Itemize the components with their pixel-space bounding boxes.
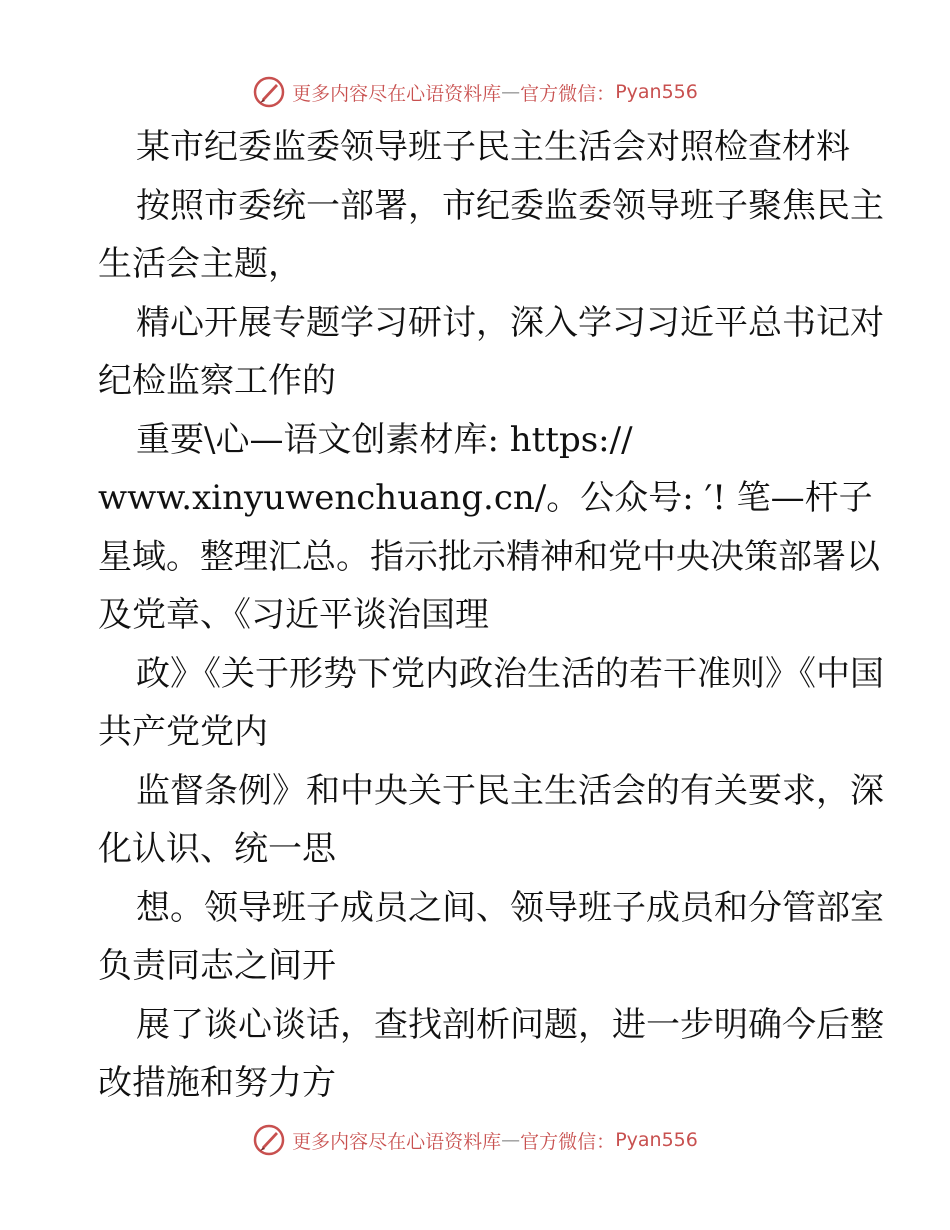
paragraph-4: www.xinyuwenchuang.cn/。公众号: ′! 笔—杆子星域。整理汇总。指示批示精神和党中央决策部署以及党章、《习近平谈治国理 bbox=[98, 478, 880, 635]
quill-logo-icon bbox=[252, 1123, 286, 1157]
banner-wechat-label: 官方微信： bbox=[520, 82, 616, 105]
banner-text: 更多内容尽在心语资料库 bbox=[292, 1130, 502, 1153]
paragraph-2: 精心开展专题学习研讨，深入学习习近平总书记对纪检监察工作的 bbox=[98, 302, 884, 401]
banner-separator: — bbox=[501, 1129, 521, 1151]
paragraph-3: 重要\心—语文创素材库: https:// bbox=[136, 419, 633, 460]
paragraph-8: 展了谈心谈话，查找剖析问题，进一步明确今后整改措施和努力方 bbox=[98, 1004, 884, 1103]
header-banner bbox=[0, 72, 950, 112]
document-body bbox=[98, 118, 888, 1113]
banner-wechat-label: 官方微信： bbox=[520, 1130, 616, 1153]
paragraph-6: 监督条例》和中央关于民主生活会的有关要求，深化认识、统一思 bbox=[98, 770, 884, 869]
banner-separator: — bbox=[501, 81, 521, 103]
quill-logo-icon bbox=[252, 75, 286, 109]
banner-text: 更多内容尽在心语资料库 bbox=[292, 82, 502, 105]
paragraph-5: 政》《关于形势下党内政治生活的若干准则》《中国共产党党内 bbox=[98, 653, 884, 752]
banner-wechat-id: Pyan556 bbox=[615, 81, 698, 103]
document-title: 某市纪委监委领导班子民主生活会对照检查材料 bbox=[136, 127, 850, 167]
paragraph-7: 想。领导班子成员之间、领导班子成员和分管部室负责同志之间开 bbox=[98, 887, 884, 986]
banner-wechat-id: Pyan556 bbox=[615, 1129, 698, 1151]
footer-banner bbox=[0, 1120, 950, 1160]
paragraph-1: 按照市委统一部署，市纪委监委领导班子聚焦民主生活会主题， bbox=[98, 185, 884, 284]
